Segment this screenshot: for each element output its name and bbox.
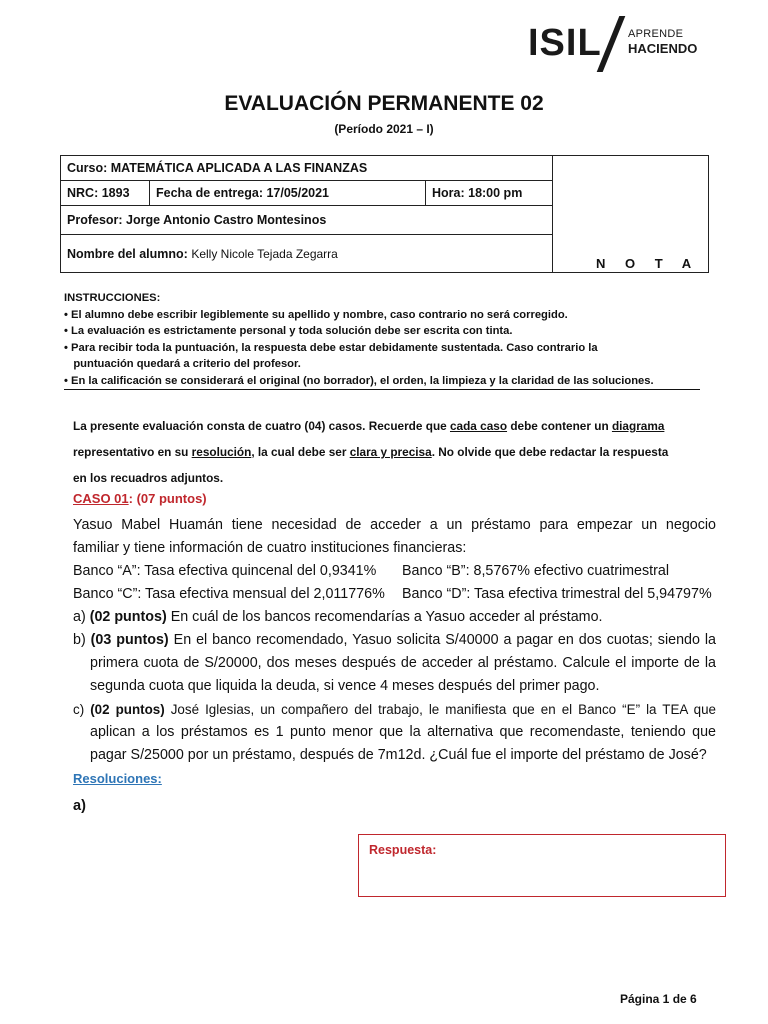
intro-paragraph: [73, 413, 723, 491]
instruction-item: • Para recibir toda la puntuación, la respuesta debe estar debidamente sustentada. Caso contrario la: [64, 341, 598, 354]
student-name: Kelly Nicole Tejada Zegarra: [191, 247, 338, 261]
instruction-item: • En la calificación se considerará el original (no borrador), el orden, la limpieza y la claridad de las soluciones.: [64, 373, 700, 391]
instruction-item: • El alumno debe escribir legiblemente su apellido y nombre, caso contrario no será corregido.: [64, 308, 568, 321]
question-text: primera cuota de S/20000, dos meses después de acceder al préstamo. Calcule el importe de la: [90, 655, 716, 671]
professor-row: [61, 206, 553, 235]
intro-text: La presente evaluación consta de cuatro (04) casos. Recuerde que: [73, 419, 450, 433]
logo-tagline-top: APRENDE: [628, 28, 684, 40]
nrc-row: [61, 181, 553, 206]
answer-box[interactable]: [358, 834, 726, 897]
due-date: Fecha de entrega: 17/05/2021: [156, 186, 330, 200]
bank-d: Banco “D”: Tasa efectiva trimestral del 5,94797%: [402, 586, 712, 602]
answer-label: Respuesta:: [369, 843, 437, 857]
info-table: [60, 155, 709, 273]
case-label: CASO 01: [73, 491, 129, 506]
question-text: José Iglesias, un compañero del trabajo, le manifiesta que en el Banco “E” la TEA que: [164, 702, 716, 717]
instructions-heading: INSTRUCCIONES:: [64, 292, 161, 304]
logo-brand: ISIL: [528, 22, 602, 64]
resolutions-heading: Resoluciones:: [73, 771, 162, 786]
logo-tagline-bottom: HACIENDO: [628, 41, 698, 56]
question-text: segunda cuota que liquida la deuda, si vence 4 meses después del primer pago.: [90, 678, 600, 694]
professor: Profesor: Jorge Antonio Castro Montesinos: [67, 213, 327, 227]
case-text: familiar y tiene información de cuatro instituciones financieras:: [73, 540, 467, 556]
question-c: [73, 698, 716, 721]
question-points: (02 puntos): [89, 609, 167, 625]
intro-text: . No olvide que debe redactar la respuesta: [431, 445, 669, 459]
case-heading: [73, 491, 207, 506]
bank-b: Banco “B”: 8,5767% efectivo cuatrimestral: [402, 563, 669, 579]
resolution-item-a: a): [73, 798, 86, 814]
question-text: En cuál de los bancos recomendarías a Yasuo acceder al préstamo.: [166, 609, 603, 625]
bank-a: Banco “A”: Tasa efectiva quincenal del 0,9341%: [73, 563, 377, 579]
page-title: EVALUACIÓN PERMANENTE 02: [224, 92, 544, 115]
question-b: [73, 629, 716, 652]
intro-text: representativo en su: [73, 445, 192, 459]
intro-text: , la cual debe ser: [251, 445, 350, 459]
page-number: Página 1 de 6: [620, 992, 697, 1006]
question-points: (02 puntos): [90, 702, 165, 717]
course-row: [61, 156, 553, 181]
isil-logo: [528, 16, 698, 72]
instruction-item: puntuación quedará a criterio del profesor.: [64, 358, 301, 370]
time: Hora: 18:00 pm: [432, 186, 523, 200]
due-date-cell: [149, 181, 425, 205]
question-prefix: a): [73, 609, 90, 625]
intro-text: debe contener un: [507, 419, 612, 433]
student-row: [61, 235, 553, 273]
case-points: : (07 puntos): [128, 491, 207, 506]
time-cell: [425, 181, 553, 205]
case-body: [73, 514, 716, 767]
question-text: pagar S/25000 por un préstamo, después de 7m12d. ¿Cuál fue el importe del préstamo de José?: [90, 747, 707, 763]
question-a: [73, 606, 716, 629]
instructions: [64, 290, 704, 390]
case-text: Yasuo Mabel Huamán tiene necesidad de acceder a un préstamo para empezar un negocio: [73, 517, 716, 533]
question-text: aplican a los préstamos es 1 punto menor que la alternativa que recomendaste, teniendo que: [90, 724, 716, 740]
nrc: NRC: 1893: [67, 186, 130, 200]
question-prefix: c): [73, 702, 91, 717]
table-divider: [552, 156, 553, 272]
student-label: Nombre del alumno:: [67, 247, 188, 261]
grade-label: N O T A: [596, 256, 700, 271]
question-prefix: b): [73, 632, 91, 648]
intro-underline: diagrama: [611, 419, 665, 433]
question-points: (03 puntos): [90, 632, 169, 648]
course: Curso: MATEMÁTICA APLICADA A LAS FINANZAS: [67, 161, 368, 175]
intro-underline: cada caso: [449, 419, 508, 433]
question-text: En el banco recomendado, Yasuo solicita S/40000 a pagar en dos cuotas; siendo la: [168, 632, 717, 648]
nrc-cell: [61, 181, 149, 205]
instruction-item: • La evaluación es estrictamente personal y toda solución debe ser escrita con tinta.: [64, 325, 513, 337]
intro-underline: clara y precisa: [349, 445, 432, 459]
intro-text: en los recuadros adjuntos.: [73, 471, 224, 485]
banks-row-2: [73, 583, 716, 606]
intro-underline: resolución: [191, 445, 252, 459]
banks-row-1: [73, 560, 716, 583]
bank-c: Banco “C”: Tasa efectiva mensual del 2,011776%: [73, 586, 385, 602]
period: (Período 2021 – I): [334, 122, 434, 136]
